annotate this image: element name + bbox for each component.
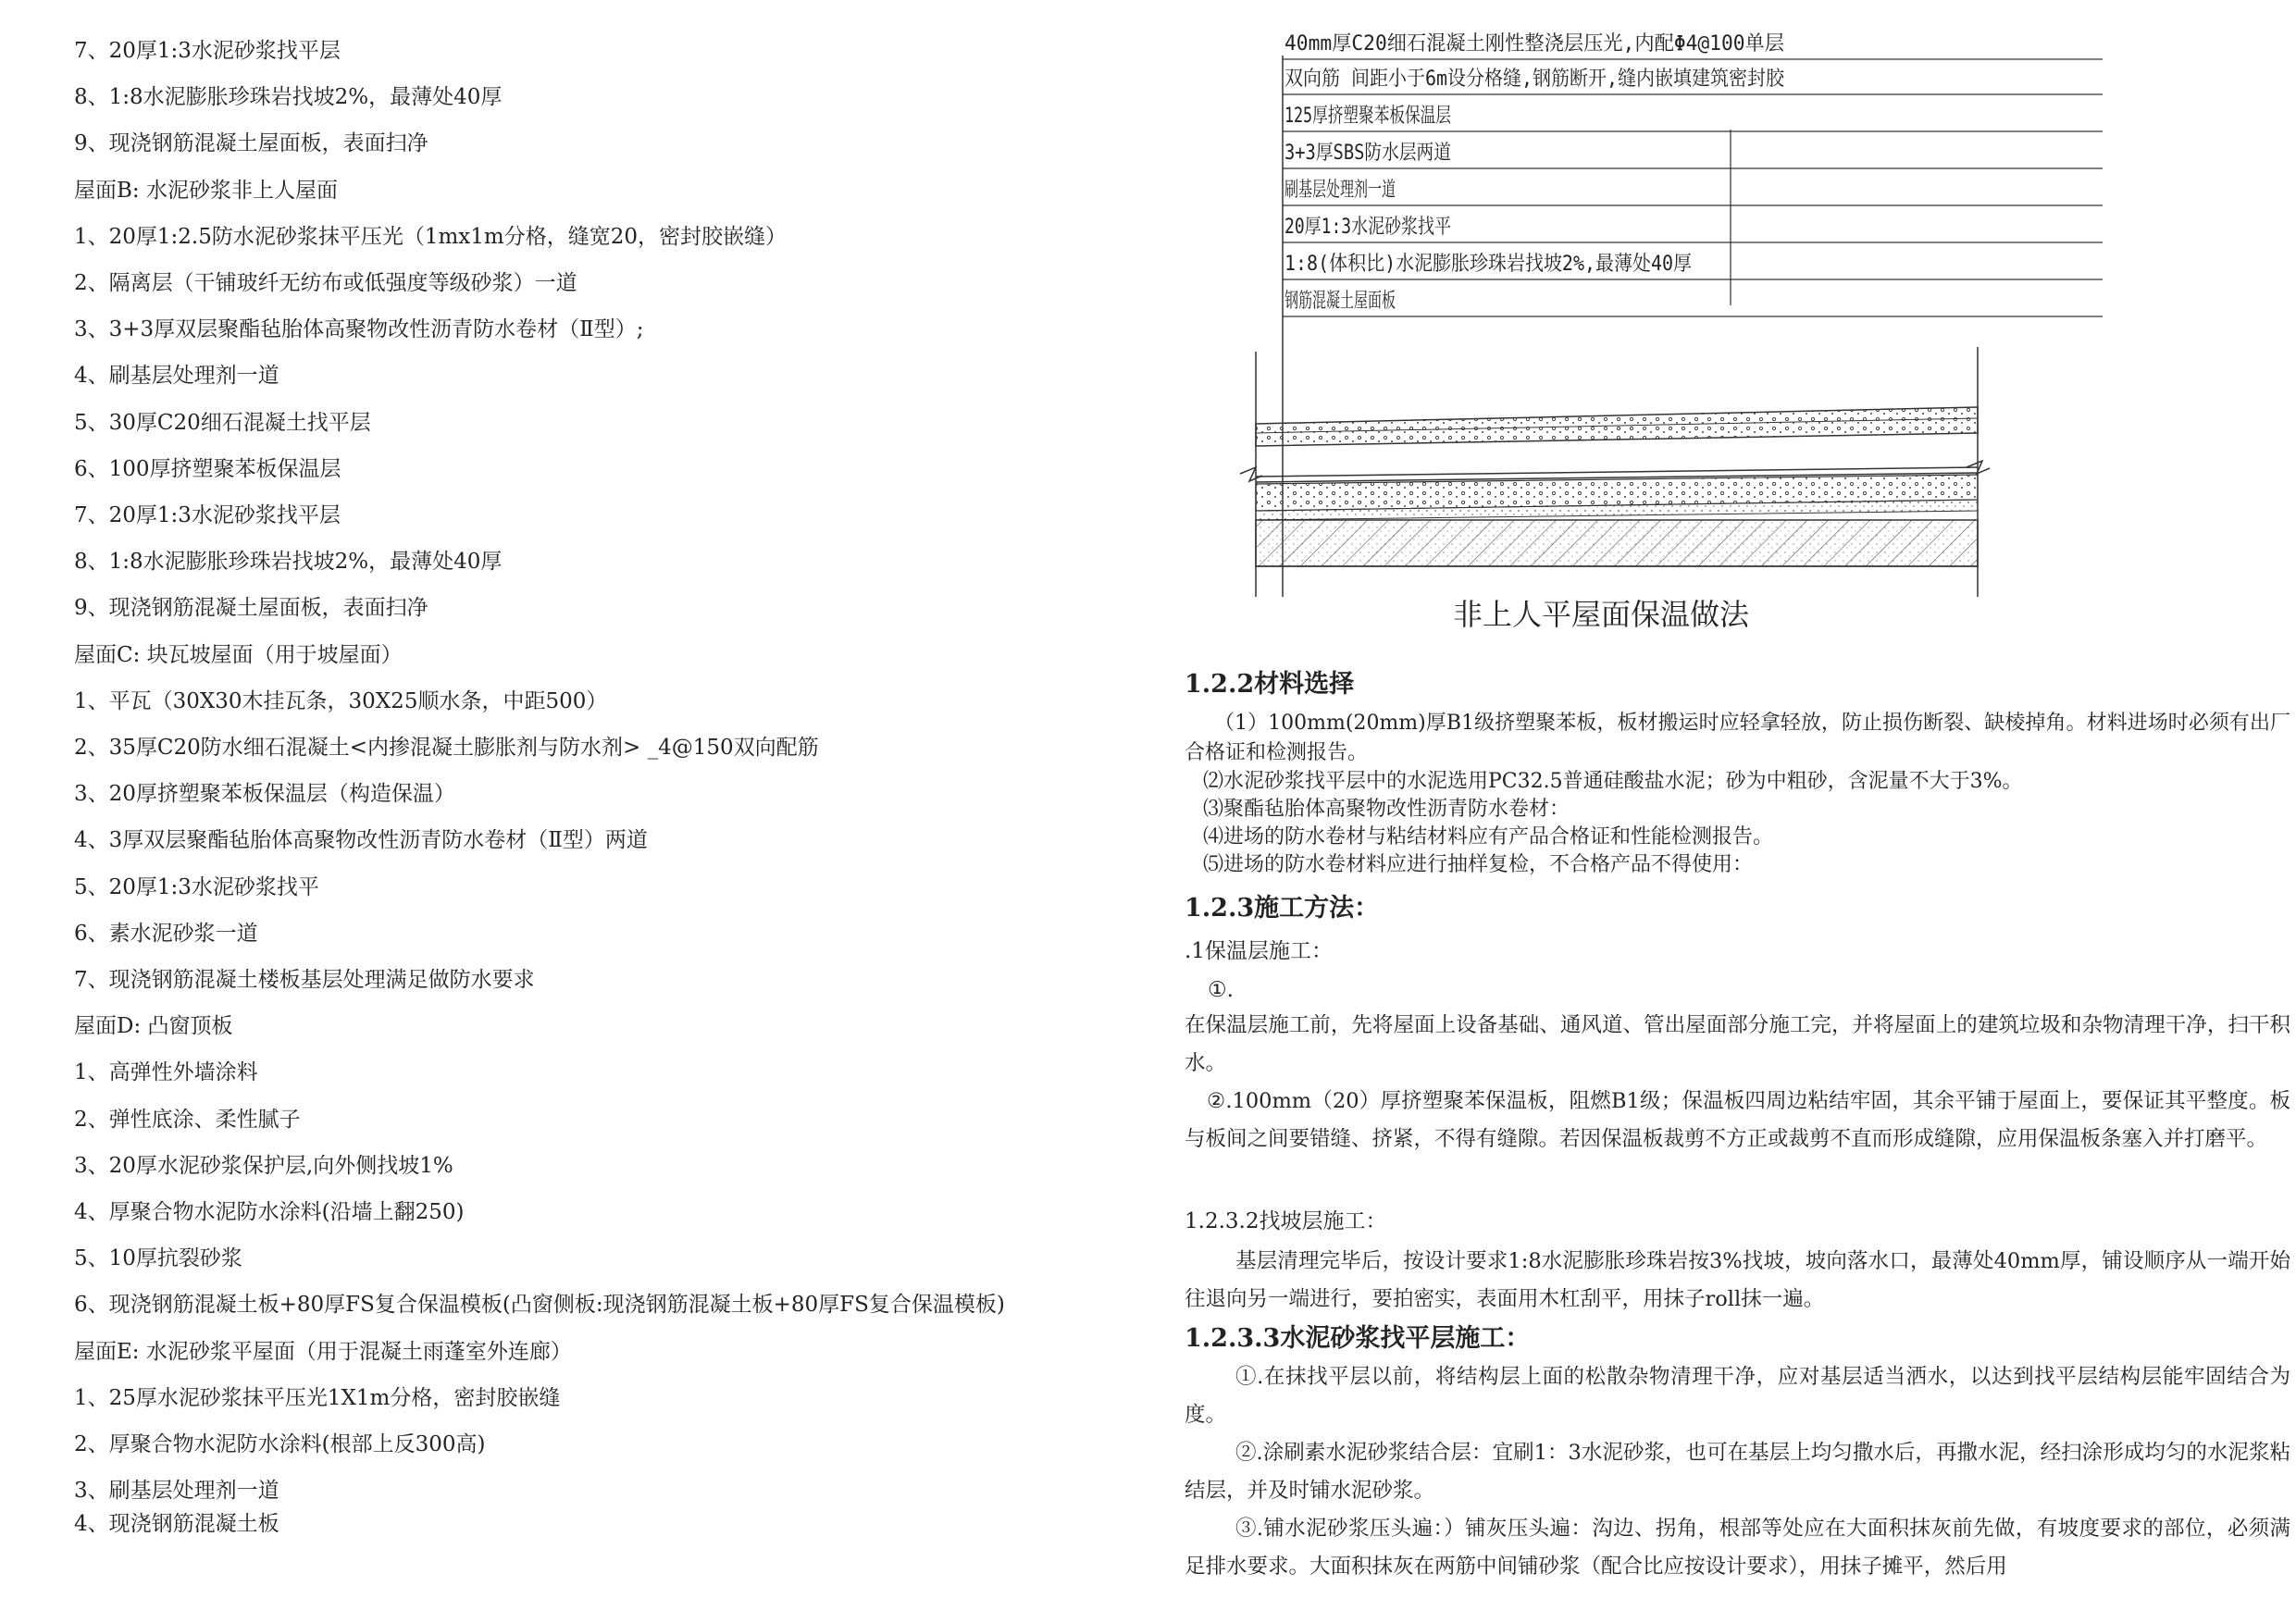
para-1-2-2-3: ⑶聚酯毡胎体高聚物改性沥青防水卷材： <box>1203 798 1570 821</box>
diagram-layer-label: 20厚1:3水泥砂浆找平 <box>1285 216 1451 239</box>
diagram-layer-label: 钢筋混凝土屋面板 <box>1285 290 1396 313</box>
para-step-1: ①. <box>1208 978 1234 1002</box>
para-1-2-2-1: （1）100mm(20mm)厚B1级挤塑聚苯板，板材搬运时应轻拿轻放，防止损伤断裂、缺棱掉角。材料进场时必须有出厂合格证和检测报告。 <box>1185 712 2290 764</box>
left-line: 1、高弹性外墙涂料 <box>74 1060 258 1085</box>
left-line: 4、刷基层处理剂一道 <box>74 364 279 389</box>
left-line: 1、平瓦（30X30木挂瓦条，30X25顺水条，中距500） <box>74 688 608 713</box>
left-line: 6、素水泥砂浆一道 <box>74 921 258 946</box>
para-insulation-title: .1保温层施工： <box>1185 939 1333 963</box>
left-line: 7、20厚1:3水泥砂浆找平层 <box>74 503 341 527</box>
para-1-2-2-5: ⑸进场的防水卷材料应进行抽样复检，不合格产品不得使用： <box>1203 853 1754 876</box>
left-line: 1、20厚1:2.5防水泥砂浆抹平压光（1mx1m分格，缝宽20，密封胶嵌缝） <box>74 224 787 249</box>
left-line: 屋面B: 水泥砂浆非上人屋面 <box>74 178 338 203</box>
para-slope-title: 1.2.3.2找坡层施工： <box>1185 1209 1387 1233</box>
para-insulation-prep: 在保温层施工前，先将屋面上设备基础、通风道、管出屋面部分施工完，并将屋面上的建筑垃圾和杂物清理干净，扫干积水。 <box>1185 1013 2290 1075</box>
diagram-layer-label: 3+3厚SBS防水层两道 <box>1285 142 1451 165</box>
left-line: 8、1:8水泥膨胀珍珠岩找坡2%，最薄处40厚 <box>74 85 503 110</box>
diagram-layer-label: 双向筋 间距小于6m设分格缝,钢筋断开,缝内嵌填建筑密封胶 <box>1285 68 1785 91</box>
left-line: 6、现浇钢筋混凝土板+80厚FS复合保温模板(凸窗侧板:现浇钢筋混凝土板+80厚FS复合保温模板) <box>74 1293 1005 1318</box>
left-line: 2、厚聚合物水泥防水涂料(根部上反300高) <box>74 1432 486 1456</box>
left-line: 2、隔离层（干铺玻纤无纺布或低强度等级砂浆）一道 <box>74 271 577 295</box>
left-line: 8、1:8水泥膨胀珍珠岩找坡2%，最薄处40厚 <box>74 550 503 575</box>
left-line: 2、弹性底涂、柔性腻子 <box>74 1107 301 1132</box>
para-slope: 基层清理完毕后，按设计要求1:8水泥膨胀珍珠岩按3%找坡，坡向落水口，最薄处40mm厚，铺设顺序从一端开始往退向另一端进行，要拍密实，表面用木杠刮平，用抹子roll抹一遍。 <box>1185 1249 2290 1311</box>
para-1-2-2-4: ⑷进场的防水卷材与粘结材料应有产品合格证和性能检测报告。 <box>1203 825 1774 849</box>
left-line: 屋面E: 水泥砂浆平屋面（用于混凝土雨蓬室外连廊） <box>74 1339 572 1364</box>
left-line: 屋面D: 凸窗顶板 <box>74 1014 233 1039</box>
heading-1-2-3-3: 1.2.3.3水泥砂浆找平层施工： <box>1185 1324 1531 1353</box>
diagram-title: 非上人平屋面保温做法 <box>1453 597 1750 632</box>
diagram-layer-label: 1:8(体积比)水泥膨胀珍珠岩找坡2%,最薄处40厚 <box>1285 253 1692 276</box>
left-line: 3、3+3厚双层聚酯毡胎体高聚物改性沥青防水卷材（Ⅱ型）; <box>74 317 644 342</box>
left-line: 3、20厚挤塑聚苯板保温层（构造保温） <box>74 782 455 807</box>
para-leveling-2: ②.涂刷素水泥砂浆结合层：宜刷1：3水泥砂浆，也可在基层上均匀撒水后，再撒水泥，经扫涂形成均匀的水泥浆粘结层，并及时铺水泥砂浆。 <box>1185 1441 2290 1503</box>
left-line: 5、20厚1:3水泥砂浆找平 <box>74 874 319 899</box>
left-line: 6、100厚挤塑聚苯板保温层 <box>74 456 341 481</box>
diagram-layer-label: 刷基层处理剂一道 <box>1285 179 1396 202</box>
left-line: 5、10厚抗裂砂浆 <box>74 1246 242 1271</box>
left-line: 7、20厚1:3水泥砂浆找平层 <box>74 39 341 63</box>
diagram-layer-label: 40mm厚C20细石混凝土刚性整浇层压光,内配Φ4@100单层 <box>1285 32 1784 56</box>
left-line: 3、20厚水泥砂浆保护层,向外侧找坡1% <box>74 1153 453 1178</box>
para-leveling-1: ①.在抹找平层以前，将结构层上面的松散杂物清理干净，应对基层适当洒水，以达到找平层结构层能牢固结合为度。 <box>1185 1365 2290 1427</box>
left-line: 4、厚聚合物水泥防水涂料(沿墙上翻250) <box>74 1200 465 1224</box>
left-line: 4、3厚双层聚酯毡胎体高聚物改性沥青防水卷材（Ⅱ型）两道 <box>74 828 648 853</box>
left-line: 3、刷基层处理剂一道 <box>74 1479 279 1504</box>
left-line: 9、现浇钢筋混凝土屋面板，表面扫净 <box>74 596 428 621</box>
heading-1-2-3: 1.2.3施工方法： <box>1185 894 1380 923</box>
para-leveling-3: ③.铺水泥砂浆压头遍：）铺灰压头遍：沟边、拐角，根部等处应在大面积抹灰前先做，有坡度要求的部位，必须满足排水要求。大面积抹灰在两筋中间铺砂浆（配合比应按设计要求），用抹子摊平，然后用 <box>1185 1517 2290 1579</box>
left-line: 9、现浇钢筋混凝土屋面板，表面扫净 <box>74 131 428 156</box>
heading-1-2-2: 1.2.2材料选择 <box>1185 670 1355 699</box>
para-1-2-2-2: ⑵水泥砂浆找平层中的水泥选用PC32.5普通硅酸盐水泥；砂为中粗砂，含泥量不大于3%。 <box>1203 770 2023 793</box>
left-line: 4、现浇钢筋混凝土板 <box>74 1512 279 1537</box>
left-line: 屋面C: 块瓦坡屋面（用于坡屋面） <box>74 642 403 667</box>
left-line: 1、25厚水泥砂浆抹平压光1X1m分格，密封胶嵌缝 <box>74 1385 561 1410</box>
para-insulation-board: ②.100mm（20）厚挤塑聚苯保温板，阻燃B1级；保温板四周边粘结牢固，其余平铺于屋面上，要保证其平整度。板与板间之间要错缝、挤紧，不得有缝隙。若因保温板裁剪不方正或裁剪不直而形成缝隙，应用保温板条塞入并打磨平。 <box>1185 1089 2290 1151</box>
left-line: 2、35厚C20防水细石混凝土<内掺混凝土膨胀剂与防水剂> _4@150双向配筋 <box>74 736 819 760</box>
diagram-layer-label: 125厚挤塑聚苯板保温层 <box>1285 105 1451 128</box>
roof-section-diagram <box>1175 0 2296 648</box>
left-line: 5、30厚C20细石混凝土找平层 <box>74 410 371 435</box>
left-line: 7、现浇钢筋混凝土楼板基层处理满足做防水要求 <box>74 968 535 992</box>
